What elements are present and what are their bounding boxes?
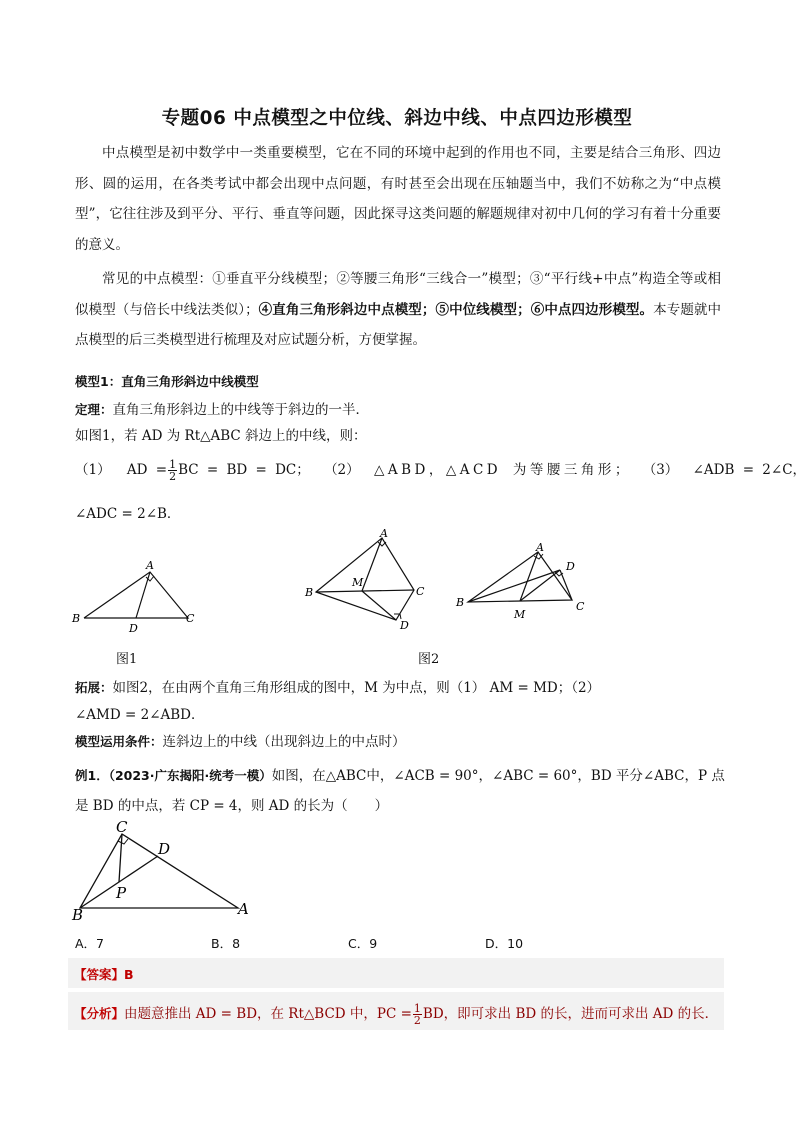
page-title: 专题06 中点模型之中位线、斜边中线、中点四边形模型 xyxy=(161,108,633,129)
answer-box xyxy=(68,958,724,988)
condition-text: 连斜边上的中线（出现斜边上的中点时） xyxy=(162,734,406,750)
intro-p2-end: 。 xyxy=(639,301,654,318)
fig4-label-d: D xyxy=(158,840,171,858)
extension-label: 拓展： xyxy=(75,680,113,695)
fig1-label-b: B xyxy=(72,612,81,625)
theorem-line xyxy=(75,398,721,418)
choice-a[interactable]: A．7 xyxy=(75,936,105,951)
fig1-label-d: D xyxy=(129,622,138,635)
example-1-label: 例1．（2023·广东揭阳·统考一模） xyxy=(75,768,272,783)
figure-1 xyxy=(66,556,206,638)
choice-b[interactable]: B．8 xyxy=(211,936,241,951)
answer-line xyxy=(74,965,134,983)
analysis-fraction-den: 2 xyxy=(413,1014,421,1027)
fig2-label-b: B xyxy=(305,586,314,599)
theorem-text: 直角三角形斜边上的中线等于斜边的一半． xyxy=(112,402,370,418)
analysis-line xyxy=(74,1002,718,1026)
conclusion-1-sep: ； xyxy=(296,462,310,478)
condition-label: 模型运用条件： xyxy=(75,734,163,749)
conclusion-1-label: （1） xyxy=(75,462,111,478)
figure-2 xyxy=(300,528,424,638)
intro-p2-text: 常见的中点模型：①垂直平分线模型；②等腰三角形“三线合一”模型；③“平行线+中点”构造全等或相似模型（与倍长中线法类似）； xyxy=(75,271,721,318)
conclusion-3-line-2: ∠ADC = 2∠B． xyxy=(75,506,181,522)
conclusion-3-label: （3） xyxy=(642,462,679,478)
fraction-half xyxy=(168,459,177,482)
fig1-label-c: C xyxy=(186,612,195,625)
fig2-label-m: M xyxy=(352,576,364,589)
analysis-text-b: BD，即可求出 BD 的长，进而可求出 AD 的长． xyxy=(422,1006,719,1022)
answer-value: B xyxy=(124,967,134,982)
analysis-fraction-num: 1 xyxy=(413,1002,421,1015)
fig4-label-a: A xyxy=(238,900,249,918)
fig2-label-a: A xyxy=(380,527,388,540)
intro-p2-bold-1: ④直角三角形斜边中点模型 xyxy=(258,301,422,318)
example-1-line-2: 是 BD 的中点，若 CP = 4，则 AD 的长为（ ） xyxy=(75,798,389,814)
fig3-label-d: D xyxy=(566,560,575,573)
fig2-label-c: C xyxy=(416,585,425,598)
fraction-num: 1 xyxy=(169,458,177,471)
intro-paragraph-2 xyxy=(75,264,721,356)
intro-p2-sep-2: ； xyxy=(517,301,531,318)
model1-setup: 如图1，若 AD 为 Rt△ABC 斜边上的中线，则： xyxy=(75,428,367,444)
conclusion-2-label: （2） xyxy=(324,462,360,478)
choice-c[interactable]: C．9 xyxy=(348,936,378,951)
figure-2-caption: 图2 xyxy=(418,652,440,667)
fig3-label-c: C xyxy=(576,600,585,613)
fig4-label-p: P xyxy=(116,884,127,902)
conclusion-3-text: ∠ADB = 2∠C， xyxy=(692,462,806,478)
figure-3 xyxy=(452,538,592,622)
analysis-fraction xyxy=(413,1003,422,1026)
analysis-label: 【分析】 xyxy=(74,1006,125,1021)
condition-line xyxy=(75,730,721,750)
fig1-label-a: A xyxy=(146,559,154,572)
theorem-label: 定理： xyxy=(75,402,113,417)
answer-label: 【答案】 xyxy=(74,967,125,982)
example-1-line xyxy=(75,764,725,784)
fig4-label-c: C xyxy=(116,818,128,836)
analysis-box xyxy=(68,992,724,1030)
conclusion-1-lhs: AD = xyxy=(126,462,168,478)
example-1-choices xyxy=(75,934,721,952)
fig3-label-m: M xyxy=(514,608,526,621)
conclusion-2-text: △ABD，△ACD 为等腰三角形 xyxy=(373,462,615,478)
fig4-label-b: B xyxy=(72,906,84,924)
intro-p2-bold-3: ⑥中点四边形模型 xyxy=(530,301,640,318)
fig2-label-d: D xyxy=(400,619,409,632)
figure-1-caption: 图1 xyxy=(116,652,138,667)
extension-text: 如图2，在由两个直角三角形组成的图中，M 为中点，则（1） AM = MD；（2） xyxy=(112,680,601,696)
intro-p2-sep-1: ； xyxy=(421,301,436,318)
choice-d[interactable]: D．10 xyxy=(485,936,524,951)
extension-line-2: ∠AMD = 2∠ABD． xyxy=(75,707,205,723)
conclusion-1-rhs: BC = BD = DC xyxy=(178,462,297,478)
analysis-text-a: 由题意推出 AD = BD，在 Rt△BCD 中，PC = xyxy=(124,1006,412,1022)
intro-p2-bold-2: ⑤中位线模型 xyxy=(435,301,518,318)
conclusion-2-sep: ； xyxy=(614,462,629,478)
figure-4 xyxy=(68,816,258,924)
extension-line xyxy=(75,676,721,696)
conclusions-line xyxy=(75,458,806,483)
fig3-label-b: B xyxy=(456,596,465,609)
example-1-text: 如图，在△ABC中，∠ACB = 90°，∠ABC = 60°，BD 平分∠ABC，P 点 xyxy=(271,768,725,784)
fraction-den: 2 xyxy=(169,470,177,483)
intro-paragraph-1: 中点模型是初中数学中一类重要模型，它在不同的环境中起到的作用也不同，主要是结合三角形、四边形、圆的运用，在各类考试中都会出现中点问题，有时甚至会出现在压轴题当中，我们不妨称之为“中点模型”，它往往涉及到平分、平行、垂直等问题，因此探寻这类问题的解题规律对初中几何的学习有着十分重要的意义。 xyxy=(75,145,721,253)
intro-p2-closing: 本专题就中点模型的后三类模型进行梳理及对应试题分析，方便掌握。 xyxy=(75,301,722,348)
fig3-label-a: A xyxy=(536,541,544,554)
model1-heading: 模型1：直角三角形斜边中线模型 xyxy=(75,374,259,389)
